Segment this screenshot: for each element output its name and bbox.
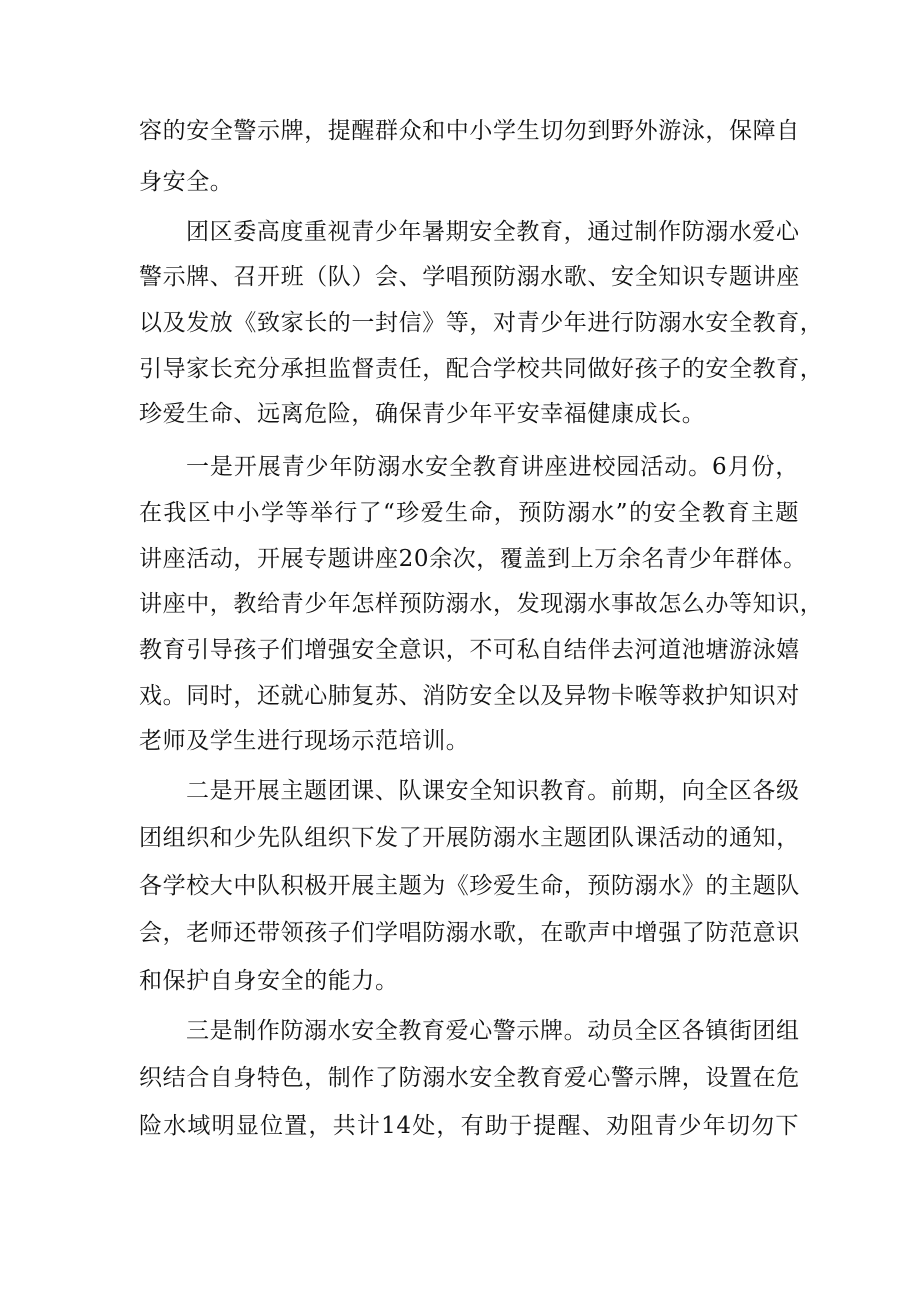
paragraph-start-line: 团区委高度重视青少年暑期安全教育，通过制作防溺水爱心 <box>186 219 800 245</box>
text-line: 讲座活动，开展专题讲座20余次，覆盖到上万余名青少年群体。 <box>139 546 807 572</box>
text-line: 警示牌、召开班（队）会、学唱预防溺水歌、安全知识专题讲座 <box>139 264 800 290</box>
text-line: 老师及学生进行现场示范培训。 <box>139 728 470 754</box>
text-line: 身安全。 <box>139 169 234 195</box>
text-line: 在我区中小学等举行了“珍爱生命，预防溺水”的安全教育主题 <box>139 500 799 526</box>
text-line: 织结合自身特色，制作了防溺水安全教育爱心警示牌，设置在危 <box>139 1065 800 1091</box>
text-line: 以及发放《致家长的一封信》等，对青少年进行防溺水安全教育， <box>139 310 824 336</box>
paragraph-start-line: 一是开展青少年防溺水安全教育讲座进校园活动。6月份， <box>186 454 799 480</box>
text-line: 和保护自身安全的能力。 <box>139 968 399 994</box>
text-line: 团组织和少先队组织下发了开展防溺水主题团队课活动的通知， <box>139 825 800 851</box>
text-line: 讲座中，教给青少年怎样预防溺水，发现溺水事故怎么办等知识， <box>139 591 824 617</box>
text-line: 珍爱生命、远离危险，确保青少年平安幸福健康成长。 <box>139 401 706 427</box>
paragraph-start-line: 三是制作防溺水安全教育爱心警示牌。动员全区各镇街团组 <box>186 1018 800 1044</box>
text-line: 险水域明显位置，共计14处，有助于提醒、劝阻青少年切勿下 <box>139 1113 799 1139</box>
text-line: 引导家长充分承担监督责任，配合学校共同做好孩子的安全教育， <box>139 356 824 382</box>
text-line: 各学校大中队积极开展主题为《珍爱生命，预防溺水》的主题队 <box>139 873 800 899</box>
text-line: 戏。同时，还就心肺复苏、消防安全以及异物卡喉等救护知识对 <box>139 683 800 709</box>
paragraph-start-line: 二是开展主题团课、队课安全知识教育。前期，向全区各级 <box>186 778 800 804</box>
text-line: 教育引导孩子们增强安全意识，不可私自结伴去河道池塘游泳嬉 <box>139 637 800 663</box>
text-line: 容的安全警示牌，提醒群众和中小学生切勿到野外游泳，保障自 <box>139 118 800 144</box>
text-line: 会，老师还带领孩子们学唱防溺水歌，在歌声中增强了防范意识 <box>139 920 800 946</box>
